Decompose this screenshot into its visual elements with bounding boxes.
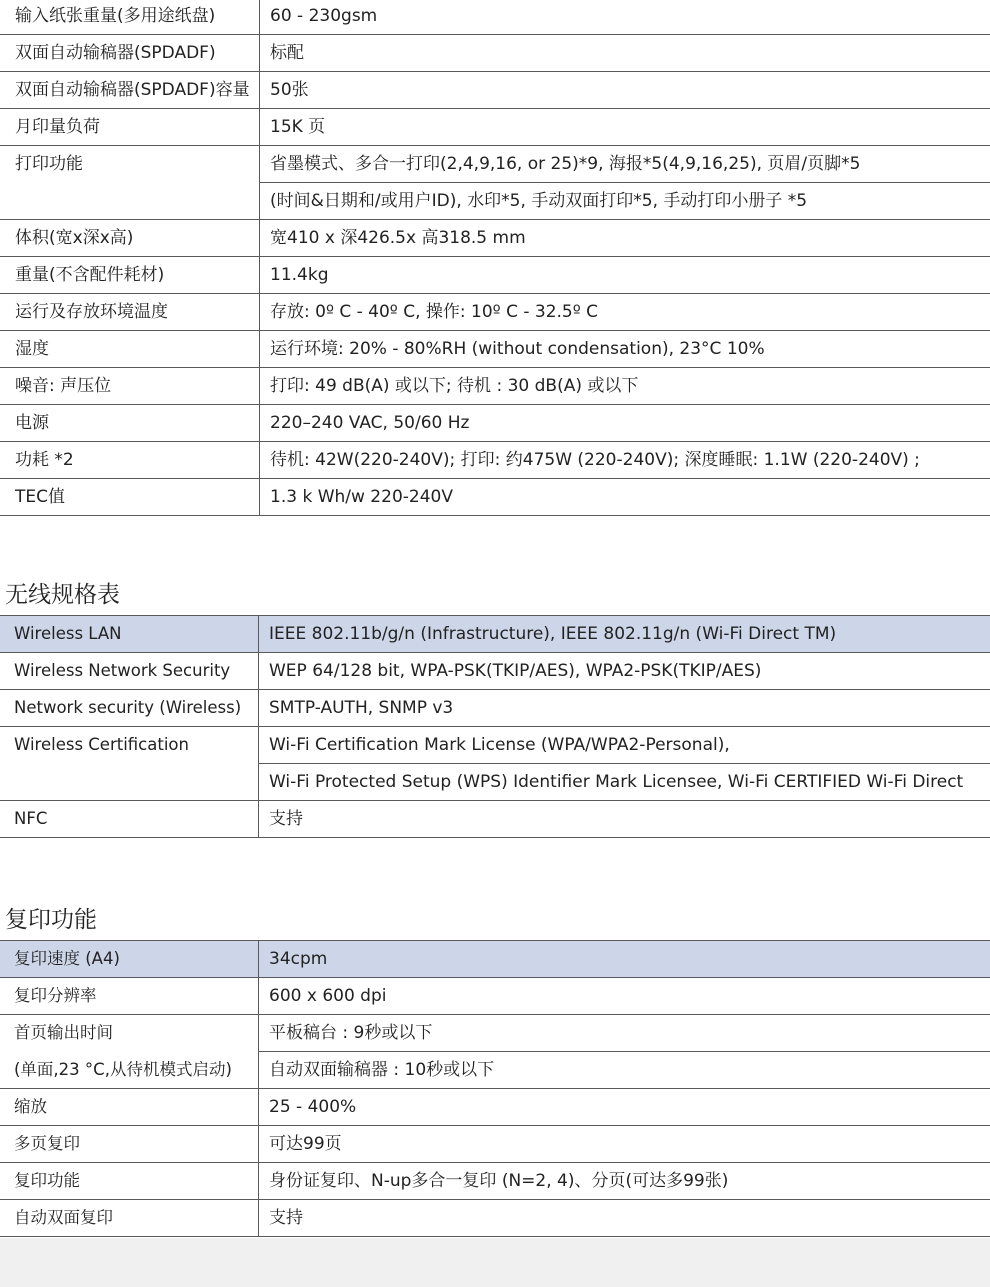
spec-value: 可达99页 bbox=[259, 1126, 990, 1163]
spec-row bbox=[0, 1163, 990, 1200]
spec-value: IEEE 802.11b/g/n (Infrastructure), IEEE 802.11g/n (Wi-Fi Direct TM) bbox=[259, 616, 990, 653]
spec-key: 噪音: 声压位 bbox=[0, 368, 260, 405]
spec-value: 自动双面输稿器 : 10秒或以下 bbox=[259, 1052, 990, 1089]
spec-row bbox=[0, 653, 990, 690]
spec-value: 运行环境: 20% - 80%RH (without condensation), 23°C 10% bbox=[260, 331, 990, 368]
spec-row bbox=[0, 801, 990, 838]
spec-key: 多页复印 bbox=[0, 1126, 259, 1163]
spec-row bbox=[0, 978, 990, 1015]
basic-spec-table bbox=[0, 0, 990, 516]
spec-row bbox=[0, 294, 990, 331]
spec-value: 11.4kg bbox=[260, 257, 990, 294]
spec-row bbox=[0, 727, 990, 764]
spec-key: 双面自动输稿器(SPDADF)容量 bbox=[0, 72, 260, 109]
spec-value: 50张 bbox=[260, 72, 990, 109]
spec-row bbox=[0, 442, 990, 479]
spec-row bbox=[0, 1089, 990, 1126]
wireless-spec-section bbox=[0, 615, 990, 838]
spec-row bbox=[0, 368, 990, 405]
copy-spec-section bbox=[0, 940, 990, 1237]
spec-key: (单面,23 °C,从待机模式启动) bbox=[0, 1052, 259, 1089]
spec-row bbox=[0, 1200, 990, 1237]
wireless-section-title: 无线规格表 bbox=[5, 582, 120, 608]
spec-key: Wireless LAN bbox=[0, 616, 259, 653]
spec-value: 标配 bbox=[260, 35, 990, 72]
spec-key: 复印速度 (A4) bbox=[0, 941, 259, 978]
spec-row bbox=[0, 109, 990, 146]
basic-spec-section bbox=[0, 0, 990, 516]
copy-section-title: 复印功能 bbox=[5, 907, 97, 933]
spec-key: 电源 bbox=[0, 405, 260, 442]
spec-value: Wi-Fi Protected Setup (WPS) Identifier Mark Licensee, Wi-Fi CERTIFIED Wi-Fi Direct bbox=[259, 764, 990, 801]
copy-spec-table bbox=[0, 940, 990, 1237]
spec-row bbox=[0, 941, 990, 978]
spec-key: 复印分辨率 bbox=[0, 978, 259, 1015]
spec-value: WEP 64/128 bit, WPA-PSK(TKIP/AES), WPA2-PSK(TKIP/AES) bbox=[259, 653, 990, 690]
spec-row bbox=[0, 331, 990, 368]
spec-key: 体积(宽x深x高) bbox=[0, 220, 260, 257]
spec-row bbox=[0, 1126, 990, 1163]
spec-row bbox=[0, 1015, 990, 1052]
spec-value: 600 x 600 dpi bbox=[259, 978, 990, 1015]
spec-row bbox=[0, 72, 990, 109]
spec-key: TEC值 bbox=[0, 479, 260, 516]
spec-value: 宽410 x 深426.5x 高318.5 mm bbox=[260, 220, 990, 257]
spec-row bbox=[0, 220, 990, 257]
spec-row bbox=[0, 690, 990, 727]
spec-key: 双面自动输稿器(SPDADF) bbox=[0, 35, 260, 72]
spec-row bbox=[0, 1052, 990, 1089]
spec-key: 月印量负荷 bbox=[0, 109, 260, 146]
spec-value: 15K 页 bbox=[260, 109, 990, 146]
spec-key: 湿度 bbox=[0, 331, 260, 368]
spec-value: 1.3 k Wh/w 220-240V bbox=[260, 479, 990, 516]
spec-value: 支持 bbox=[259, 801, 990, 838]
spec-row bbox=[0, 146, 990, 183]
spec-value: (时间&日期和/或用户ID), 水印*5, 手动双面打印*5, 手动打印小册子 *5 bbox=[260, 183, 990, 220]
spec-key: 缩放 bbox=[0, 1089, 259, 1126]
spec-value: 存放: 0º C - 40º C, 操作: 10º C - 32.5º C bbox=[260, 294, 990, 331]
spec-key: NFC bbox=[0, 801, 259, 838]
spec-key: 输入纸张重量(多用途纸盘) bbox=[0, 0, 260, 35]
spec-row bbox=[0, 405, 990, 442]
spec-value: 25 - 400% bbox=[259, 1089, 990, 1126]
spec-key: 复印功能 bbox=[0, 1163, 259, 1200]
spec-value: 220–240 VAC, 50/60 Hz bbox=[260, 405, 990, 442]
spec-key: Wireless Network Security bbox=[0, 653, 259, 690]
spec-key: 功耗 *2 bbox=[0, 442, 260, 479]
spec-key: 首页输出时间 bbox=[0, 1015, 259, 1052]
page-footer-band bbox=[0, 1238, 990, 1287]
spec-value: 省墨模式、多合一打印(2,4,9,16, or 25)*9, 海报*5(4,9,16,25), 页眉/页脚*5 bbox=[260, 146, 990, 183]
spec-value: 打印: 49 dB(A) 或以下; 待机 : 30 dB(A) 或以下 bbox=[260, 368, 990, 405]
spec-value: 平板稿台 : 9秒或以下 bbox=[259, 1015, 990, 1052]
spec-key: 自动双面复印 bbox=[0, 1200, 259, 1237]
spec-key: 重量(不含配件耗材) bbox=[0, 257, 260, 294]
spec-row bbox=[0, 0, 990, 35]
spec-value: Wi-Fi Certification Mark License (WPA/WPA2-Personal), bbox=[259, 727, 990, 764]
wireless-spec-table bbox=[0, 615, 990, 838]
spec-value: 60 - 230gsm bbox=[260, 0, 990, 35]
spec-row bbox=[0, 35, 990, 72]
spec-value: SMTP-AUTH, SNMP v3 bbox=[259, 690, 990, 727]
spec-row bbox=[0, 257, 990, 294]
spec-row bbox=[0, 616, 990, 653]
spec-key: 打印功能 bbox=[0, 146, 260, 220]
spec-row bbox=[0, 479, 990, 516]
spec-key: Network security (Wireless) bbox=[0, 690, 259, 727]
spec-value: 支持 bbox=[259, 1200, 990, 1237]
spec-value: 34cpm bbox=[259, 941, 990, 978]
spec-value: 身份证复印、N-up多合一复印 (N=2, 4)、分页(可达多99张) bbox=[259, 1163, 990, 1200]
spec-value: 待机: 42W(220-240V); 打印: 约475W (220-240V); 深度睡眠: 1.1W (220-240V) ; bbox=[260, 442, 990, 479]
spec-key: 运行及存放环境温度 bbox=[0, 294, 260, 331]
spec-key: Wireless Certification bbox=[0, 727, 259, 801]
